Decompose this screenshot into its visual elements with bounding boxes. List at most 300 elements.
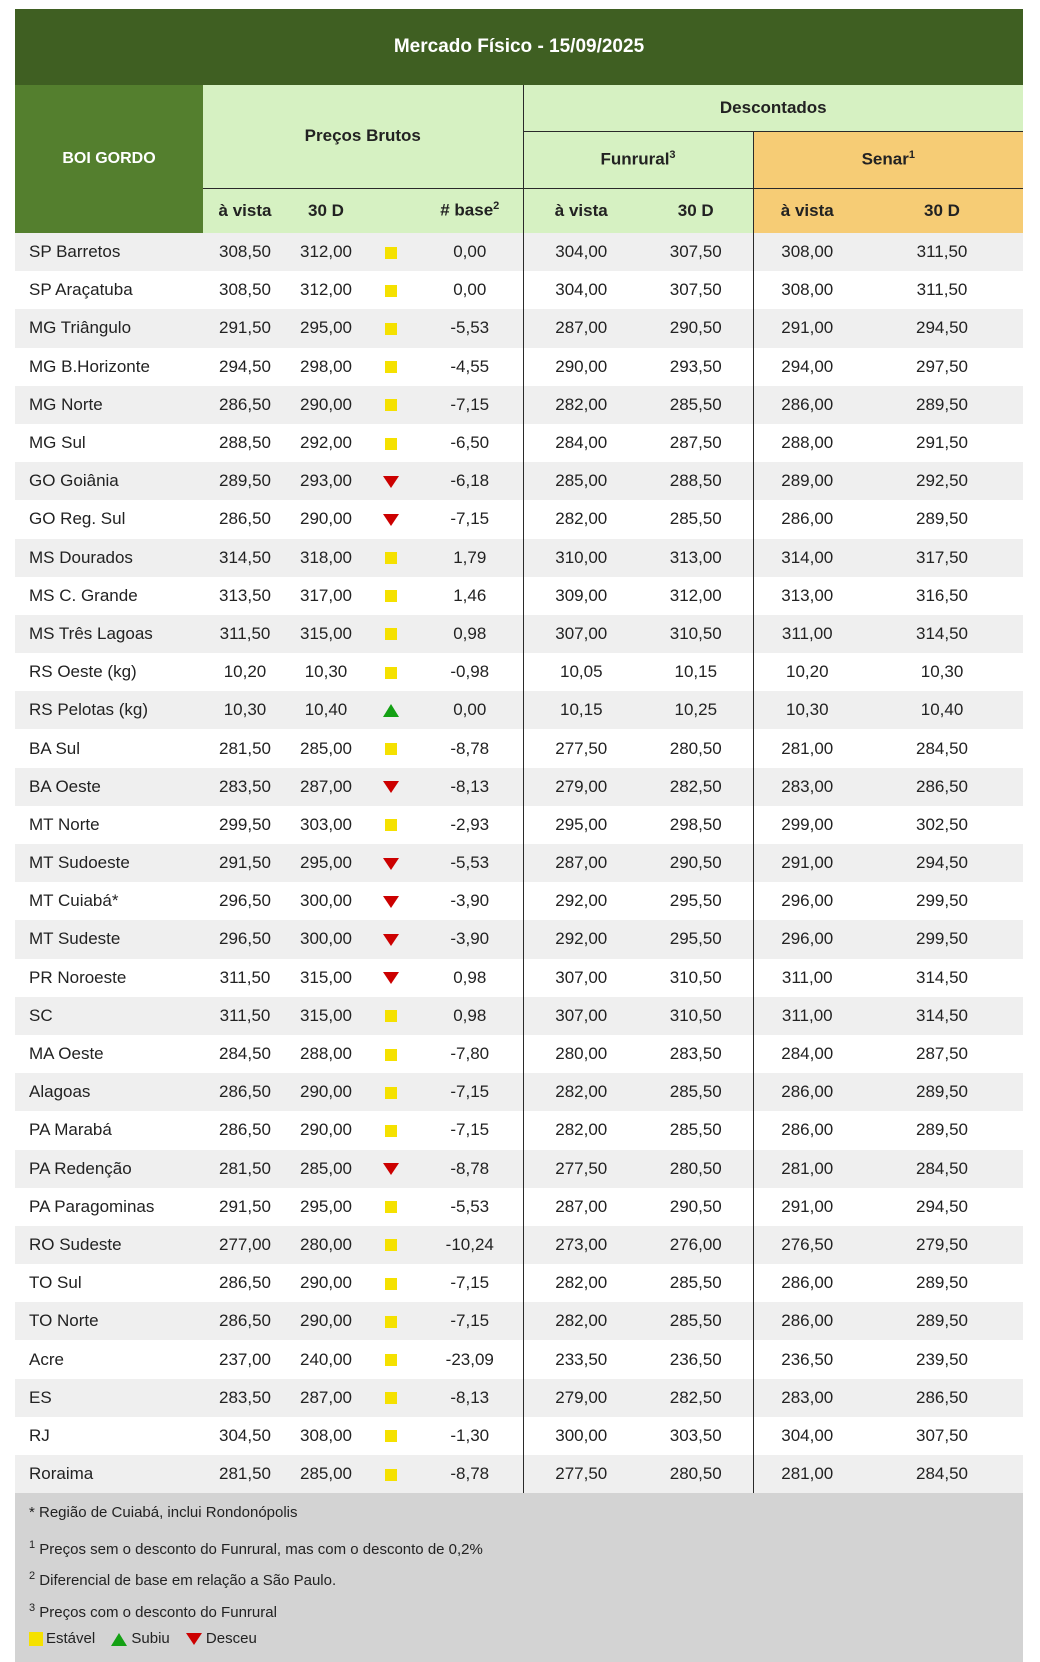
funrural-a-vista: 233,50 xyxy=(523,1340,639,1378)
region-name: PA Marabá xyxy=(29,1120,112,1140)
price-30d: 295,00 xyxy=(300,853,352,873)
funrural-a-vista: 307,00 xyxy=(523,615,639,653)
funrural-a-vista: 300,00 xyxy=(523,1417,639,1455)
senar-a-vista: 10,30 xyxy=(753,691,861,729)
table-row xyxy=(15,1150,1023,1188)
senar-a-vista: 281,00 xyxy=(753,729,861,767)
senar-30d: 289,50 xyxy=(916,1120,969,1140)
senar-a-vista: 294,00 xyxy=(753,348,861,386)
base-diff: 0,00 xyxy=(453,280,487,300)
region-name: Acre xyxy=(29,1349,64,1369)
table-row xyxy=(15,348,1023,386)
senar-a-vista: 286,00 xyxy=(753,1111,861,1149)
senar-a-vista: 286,00 xyxy=(753,1302,861,1340)
region-name: RS Oeste (kg) xyxy=(29,662,137,682)
base-diff: -1,30 xyxy=(450,1425,490,1445)
down-triangle-icon xyxy=(383,514,399,526)
funrural-30d: 303,50 xyxy=(669,1425,722,1445)
senar-a-vista: 296,00 xyxy=(753,920,861,958)
price-a-vista: 283,50 xyxy=(219,1387,271,1407)
base-diff: -4,55 xyxy=(450,356,490,376)
region-name: MS Três Lagoas xyxy=(29,623,153,643)
trend-indicator xyxy=(365,386,417,424)
stable-square-icon xyxy=(385,1239,397,1251)
base-diff: -8,78 xyxy=(450,1158,490,1178)
price-a-vista: 237,00 xyxy=(219,1349,271,1369)
down-triangle-icon xyxy=(383,781,399,793)
table-row xyxy=(15,997,1023,1035)
funrural-30d: 282,50 xyxy=(669,776,722,796)
header-boi-gordo: BOI GORDO xyxy=(15,85,203,233)
region-name: RO Sudeste xyxy=(29,1234,122,1254)
price-a-vista: 281,50 xyxy=(219,1158,271,1178)
base-diff: -5,53 xyxy=(450,853,490,873)
stable-square-icon xyxy=(385,1392,397,1404)
base-diff: -5,53 xyxy=(450,1196,490,1216)
base-diff: -8,13 xyxy=(450,1387,490,1407)
base-diff: -8,78 xyxy=(450,738,490,758)
trend-indicator xyxy=(365,1340,417,1378)
price-30d: 300,00 xyxy=(300,929,352,949)
funrural-a-vista: 295,00 xyxy=(523,806,639,844)
table-row xyxy=(15,1226,1023,1264)
senar-a-vista: 276,50 xyxy=(753,1226,861,1264)
senar-30d: 10,30 xyxy=(920,662,964,682)
price-30d: 303,00 xyxy=(300,814,352,834)
table-row xyxy=(15,1302,1023,1340)
price-a-vista: 10,20 xyxy=(223,662,267,682)
price-a-vista: 286,50 xyxy=(219,1273,271,1293)
senar-a-vista: 299,00 xyxy=(753,806,861,844)
base-diff: -5,53 xyxy=(450,318,490,338)
funrural-a-vista: 277,50 xyxy=(523,729,639,767)
senar-30d: 299,50 xyxy=(916,891,969,911)
senar-30d: 287,50 xyxy=(916,1044,969,1064)
funrural-a-vista: 282,00 xyxy=(523,1073,639,1111)
header-trend xyxy=(365,188,417,233)
header-funrural: Funrural$^3$ xyxy=(523,131,753,188)
trend-indicator xyxy=(365,806,417,844)
funrural-a-vista: 277,50 xyxy=(523,1150,639,1188)
senar-30d: 10,40 xyxy=(920,700,964,720)
up-triangle-icon xyxy=(111,1633,127,1646)
price-a-vista: 288,50 xyxy=(219,433,271,453)
funrural-30d: 295,50 xyxy=(669,929,722,949)
price-30d: 288,00 xyxy=(300,1044,352,1064)
funrural-a-vista: 282,00 xyxy=(523,1302,639,1340)
base-diff: -7,80 xyxy=(450,1044,490,1064)
funrural-a-vista: 277,50 xyxy=(523,1455,639,1493)
stable-square-icon xyxy=(385,1010,397,1022)
senar-30d: 314,50 xyxy=(916,1005,969,1025)
stable-square-icon xyxy=(385,1278,397,1290)
price-30d: 290,00 xyxy=(300,1311,352,1331)
header-senar-a-vista: à vista xyxy=(753,188,861,233)
base-diff: -3,90 xyxy=(450,929,490,949)
table-row xyxy=(15,1264,1023,1302)
price-a-vista: 291,50 xyxy=(219,853,271,873)
header-descontados: Descontados xyxy=(523,85,1023,131)
funrural-30d: 276,00 xyxy=(669,1234,722,1254)
price-a-vista: 286,50 xyxy=(219,1311,271,1331)
base-diff: 0,00 xyxy=(453,700,487,720)
price-a-vista: 296,50 xyxy=(219,929,271,949)
header-base: # base$^2$ xyxy=(417,188,523,233)
header-funrural-a-vista: à vista xyxy=(523,188,639,233)
trend-indicator xyxy=(365,1188,417,1226)
funrural-a-vista: 287,00 xyxy=(523,309,639,347)
table-row xyxy=(15,1379,1023,1417)
trend-indicator xyxy=(365,1073,417,1111)
funrural-a-vista: 304,00 xyxy=(523,271,639,309)
base-diff: -23,09 xyxy=(445,1349,494,1369)
stable-square-icon xyxy=(385,323,397,335)
funrural-a-vista: 290,00 xyxy=(523,348,639,386)
senar-30d: 311,50 xyxy=(916,242,968,262)
price-30d: 312,00 xyxy=(300,242,352,262)
table-row xyxy=(15,844,1023,882)
region-name: MS Dourados xyxy=(29,547,133,567)
region-name: SP Barretos xyxy=(29,242,121,262)
price-30d: 285,00 xyxy=(300,1158,352,1178)
header-30d: 30 D xyxy=(287,188,365,233)
senar-a-vista: 296,00 xyxy=(753,882,861,920)
region-name: MG B.Horizonte xyxy=(29,356,150,376)
trend-indicator xyxy=(365,424,417,462)
funrural-30d: 310,50 xyxy=(669,967,722,987)
table-row xyxy=(15,539,1023,577)
funrural-30d: 287,50 xyxy=(669,433,722,453)
trend-indicator xyxy=(365,577,417,615)
trend-indicator xyxy=(365,920,417,958)
funrural-30d: 285,50 xyxy=(669,1273,722,1293)
funrural-30d: 285,50 xyxy=(669,394,722,414)
price-30d: 295,00 xyxy=(300,318,352,338)
senar-30d: 286,50 xyxy=(916,776,969,796)
senar-a-vista: 281,00 xyxy=(753,1150,861,1188)
senar-a-vista: 283,00 xyxy=(753,768,861,806)
base-diff: 0,98 xyxy=(453,1005,487,1025)
price-30d: 317,00 xyxy=(300,585,352,605)
price-30d: 285,00 xyxy=(300,738,352,758)
senar-30d: 239,50 xyxy=(916,1349,969,1369)
trend-indicator xyxy=(365,1226,417,1264)
senar-a-vista: 289,00 xyxy=(753,462,861,500)
trend-indicator xyxy=(365,844,417,882)
table-row xyxy=(15,768,1023,806)
price-a-vista: 286,50 xyxy=(219,509,271,529)
funrural-a-vista: 282,00 xyxy=(523,500,639,538)
region-name: MT Sudeste xyxy=(29,929,121,949)
stable-square-icon xyxy=(385,399,397,411)
price-30d: 287,00 xyxy=(300,1387,352,1407)
price-table xyxy=(15,85,1023,1493)
header-precos-brutos: Preços Brutos xyxy=(203,85,523,188)
region-name: TO Norte xyxy=(29,1311,99,1331)
stable-square-icon xyxy=(385,1049,397,1061)
funrural-a-vista: 282,00 xyxy=(523,1111,639,1149)
stable-square-icon xyxy=(385,667,397,679)
base-diff: -2,93 xyxy=(450,814,490,834)
senar-a-vista: 284,00 xyxy=(753,1035,861,1073)
footnote-1: $^1$ Preços sem o desconto do Funrural, mas com o desconto de 0,2% xyxy=(29,1538,483,1558)
region-name: MG Triângulo xyxy=(29,318,132,338)
price-30d: 315,00 xyxy=(300,967,352,987)
base-diff: -6,18 xyxy=(450,471,490,491)
table-row xyxy=(15,1455,1023,1493)
funrural-30d: 280,50 xyxy=(669,1464,722,1484)
price-a-vista: 286,50 xyxy=(219,1120,271,1140)
base-diff: -3,90 xyxy=(450,891,490,911)
funrural-30d: 283,50 xyxy=(669,1044,722,1064)
funrural-a-vista: 280,00 xyxy=(523,1035,639,1073)
funrural-30d: 285,50 xyxy=(669,1120,722,1140)
funrural-a-vista: 285,00 xyxy=(523,462,639,500)
stable-square-icon xyxy=(29,1632,43,1646)
region-name: RJ xyxy=(29,1425,50,1445)
senar-a-vista: 308,00 xyxy=(753,233,861,271)
table-row xyxy=(15,500,1023,538)
price-a-vista: 284,50 xyxy=(219,1044,271,1064)
stable-square-icon xyxy=(385,1087,397,1099)
base-diff: 0,98 xyxy=(453,967,487,987)
senar-a-vista: 286,00 xyxy=(753,500,861,538)
stable-square-icon xyxy=(385,1316,397,1328)
price-30d: 300,00 xyxy=(300,891,352,911)
senar-30d: 314,50 xyxy=(916,967,969,987)
price-a-vista: 299,50 xyxy=(219,814,271,834)
senar-30d: 289,50 xyxy=(916,509,969,529)
stable-square-icon xyxy=(385,361,397,373)
table-row xyxy=(15,1188,1023,1226)
funrural-30d: 282,50 xyxy=(669,1387,722,1407)
stable-square-icon xyxy=(385,590,397,602)
trend-indicator xyxy=(365,1417,417,1455)
price-30d: 290,00 xyxy=(300,509,352,529)
price-30d: 10,40 xyxy=(304,700,348,720)
region-name: MT Norte xyxy=(29,814,100,834)
table-row xyxy=(15,653,1023,691)
footnotes xyxy=(15,1493,1023,1662)
trend-indicator xyxy=(365,1111,417,1149)
base-diff: 0,98 xyxy=(453,623,487,643)
base-diff: 1,79 xyxy=(453,547,487,567)
region-name: Roraima xyxy=(29,1464,94,1484)
table-row xyxy=(15,462,1023,500)
funrural-a-vista: 307,00 xyxy=(523,997,639,1035)
price-a-vista: 291,50 xyxy=(219,1196,271,1216)
senar-30d: 279,50 xyxy=(916,1234,969,1254)
funrural-a-vista: 287,00 xyxy=(523,1188,639,1226)
senar-a-vista: 311,00 xyxy=(753,997,861,1035)
region-name: PA Redenção xyxy=(29,1158,132,1178)
stable-square-icon xyxy=(385,819,397,831)
senar-a-vista: 283,00 xyxy=(753,1379,861,1417)
senar-30d: 289,50 xyxy=(916,1273,969,1293)
legend xyxy=(29,1626,1009,1658)
price-a-vista: 311,50 xyxy=(219,1005,271,1025)
region-name: TO Sul xyxy=(29,1273,82,1293)
table-row xyxy=(15,424,1023,462)
region-name: BA Oeste xyxy=(29,776,101,796)
table-row xyxy=(15,806,1023,844)
trend-indicator xyxy=(365,691,417,729)
region-name: GO Goiânia xyxy=(29,471,119,491)
trend-indicator xyxy=(365,653,417,691)
price-a-vista: 277,00 xyxy=(219,1234,271,1254)
trend-indicator xyxy=(365,539,417,577)
base-diff: 0,00 xyxy=(453,242,487,262)
price-a-vista: 289,50 xyxy=(219,471,271,491)
price-30d: 308,00 xyxy=(300,1425,352,1445)
funrural-a-vista: 292,00 xyxy=(523,882,639,920)
trend-indicator xyxy=(365,309,417,347)
region-name: MT Cuiabá* xyxy=(29,891,119,911)
senar-a-vista: 286,00 xyxy=(753,386,861,424)
footnote-3: $^3$ Preços com o desconto do Funrural xyxy=(29,1601,277,1621)
base-diff: -10,24 xyxy=(445,1234,494,1254)
funrural-30d: 312,00 xyxy=(669,585,722,605)
stable-square-icon xyxy=(385,1469,397,1481)
price-30d: 290,00 xyxy=(300,394,352,414)
funrural-30d: 290,50 xyxy=(669,318,722,338)
stable-square-icon xyxy=(385,743,397,755)
senar-30d: 294,50 xyxy=(916,318,969,338)
senar-a-vista: 288,00 xyxy=(753,424,861,462)
price-30d: 290,00 xyxy=(300,1120,352,1140)
price-30d: 240,00 xyxy=(300,1349,352,1369)
senar-30d: 284,50 xyxy=(916,1464,969,1484)
table-row xyxy=(15,1340,1023,1378)
senar-30d: 297,50 xyxy=(916,356,969,376)
funrural-30d: 236,50 xyxy=(669,1349,722,1369)
header-senar: Senar$^1$ xyxy=(753,131,1023,188)
region-name: RS Pelotas (kg) xyxy=(29,700,149,720)
senar-30d: 284,50 xyxy=(916,738,969,758)
legend-down: Desceu xyxy=(186,1630,257,1647)
table-row xyxy=(15,615,1023,653)
price-30d: 290,00 xyxy=(300,1082,352,1102)
stable-square-icon xyxy=(385,1125,397,1137)
senar-30d: 307,50 xyxy=(916,1425,969,1445)
senar-a-vista: 308,00 xyxy=(753,271,861,309)
price-a-vista: 314,50 xyxy=(219,547,271,567)
senar-30d: 294,50 xyxy=(916,1196,969,1216)
senar-a-vista: 291,00 xyxy=(753,309,861,347)
funrural-30d: 293,50 xyxy=(669,356,722,376)
region-name: MS C. Grande xyxy=(29,585,138,605)
table-row xyxy=(15,1035,1023,1073)
funrural-30d: 310,50 xyxy=(669,1005,722,1025)
senar-30d: 302,50 xyxy=(916,814,969,834)
base-diff: -8,78 xyxy=(450,1464,490,1484)
header-senar-30d: 30 D xyxy=(861,188,1023,233)
stable-square-icon xyxy=(385,552,397,564)
funrural-a-vista: 284,00 xyxy=(523,424,639,462)
price-a-vista: 308,50 xyxy=(219,242,271,262)
funrural-30d: 307,50 xyxy=(669,280,722,300)
down-triangle-icon xyxy=(186,1633,202,1645)
up-triangle-icon xyxy=(383,704,399,717)
stable-square-icon xyxy=(385,628,397,640)
table-row xyxy=(15,386,1023,424)
legend-stable: Estável xyxy=(29,1630,95,1647)
senar-30d: 294,50 xyxy=(916,853,969,873)
funrural-30d: 10,15 xyxy=(674,662,718,682)
funrural-a-vista: 273,00 xyxy=(523,1226,639,1264)
region-name: MG Norte xyxy=(29,394,103,414)
price-30d: 290,00 xyxy=(300,1273,352,1293)
table-row xyxy=(15,233,1023,271)
funrural-30d: 298,50 xyxy=(669,814,722,834)
trend-indicator xyxy=(365,997,417,1035)
stable-square-icon xyxy=(385,438,397,450)
price-a-vista: 313,50 xyxy=(219,585,271,605)
price-30d: 315,00 xyxy=(300,1005,352,1025)
senar-30d: 314,50 xyxy=(916,623,969,643)
price-30d: 315,00 xyxy=(300,623,352,643)
stable-square-icon xyxy=(385,1354,397,1366)
funrural-30d: 280,50 xyxy=(669,1158,722,1178)
base-diff: -7,15 xyxy=(450,1082,490,1102)
senar-30d: 284,50 xyxy=(916,1158,969,1178)
region-name: MA Oeste xyxy=(29,1044,104,1064)
stable-square-icon xyxy=(385,285,397,297)
senar-a-vista: 304,00 xyxy=(753,1417,861,1455)
price-a-vista: 286,50 xyxy=(219,1082,271,1102)
region-name: MG Sul xyxy=(29,433,86,453)
down-triangle-icon xyxy=(383,1163,399,1175)
funrural-30d: 285,50 xyxy=(669,1082,722,1102)
senar-a-vista: 281,00 xyxy=(753,1455,861,1493)
header-a-vista: à vista xyxy=(203,188,287,233)
funrural-a-vista: 287,00 xyxy=(523,844,639,882)
page-title: Mercado Físico - 15/09/2025 xyxy=(15,9,1023,85)
funrural-30d: 313,00 xyxy=(669,547,722,567)
funrural-30d: 285,50 xyxy=(669,1311,722,1331)
price-a-vista: 294,50 xyxy=(219,356,271,376)
senar-30d: 291,50 xyxy=(916,433,969,453)
region-name: SC xyxy=(29,1005,53,1025)
senar-a-vista: 291,00 xyxy=(753,844,861,882)
funrural-a-vista: 282,00 xyxy=(523,1264,639,1302)
price-30d: 10,30 xyxy=(304,662,348,682)
price-a-vista: 311,50 xyxy=(219,967,271,987)
senar-a-vista: 311,00 xyxy=(753,615,861,653)
price-a-vista: 308,50 xyxy=(219,280,271,300)
trend-indicator xyxy=(365,1302,417,1340)
trend-indicator xyxy=(365,768,417,806)
funrural-30d: 10,25 xyxy=(674,700,718,720)
trend-indicator xyxy=(365,348,417,386)
senar-a-vista: 311,00 xyxy=(753,959,861,997)
table-row xyxy=(15,1073,1023,1111)
trend-indicator xyxy=(365,1379,417,1417)
base-diff: -7,15 xyxy=(450,1311,490,1331)
price-30d: 280,00 xyxy=(300,1234,352,1254)
region-name: Alagoas xyxy=(29,1082,91,1102)
funrural-a-vista: 279,00 xyxy=(523,768,639,806)
table-row xyxy=(15,309,1023,347)
price-a-vista: 281,50 xyxy=(219,1464,271,1484)
senar-a-vista: 286,00 xyxy=(753,1264,861,1302)
trend-indicator xyxy=(365,959,417,997)
region-name: PA Paragominas xyxy=(29,1196,155,1216)
down-triangle-icon xyxy=(383,972,399,984)
trend-indicator xyxy=(365,1264,417,1302)
price-30d: 295,00 xyxy=(300,1196,352,1216)
senar-a-vista: 313,00 xyxy=(753,577,861,615)
